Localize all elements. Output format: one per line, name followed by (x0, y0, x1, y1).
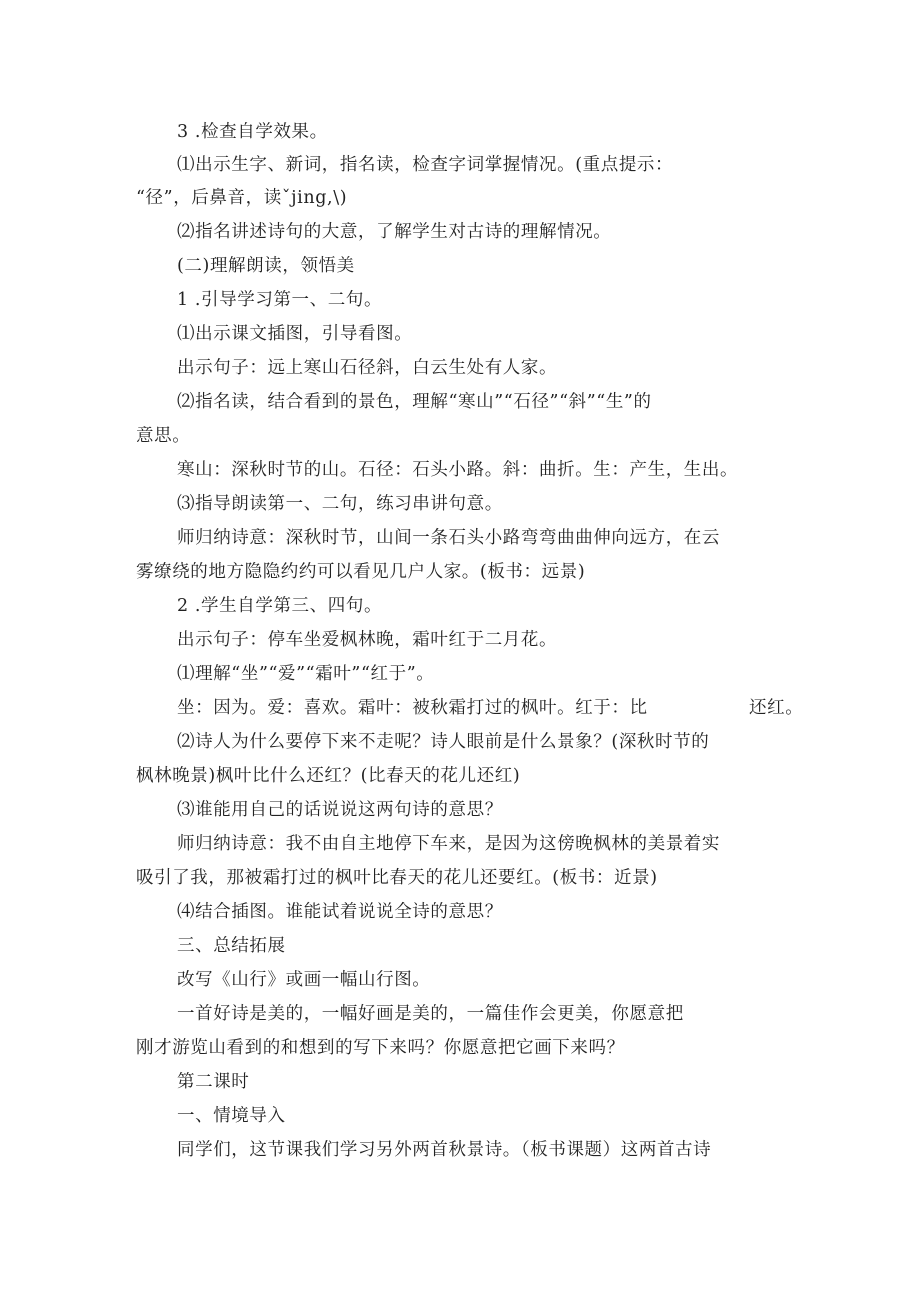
rewrite-task: 改写《山行》或画一幅山行图。 (177, 970, 431, 990)
item-1-understand-words: ⑴理解“坐”“爱”“霜叶”“红于”。 (177, 664, 435, 684)
introduction-paragraph: 同学们，这节课我们学习另外两首秋景诗。（板书课题）这两首古诗 (177, 1140, 712, 1160)
section-three-heading: 三、总结拓展 (177, 936, 286, 956)
scene-introduction-heading: 一、情境导入 (177, 1106, 286, 1126)
item-3-own-words: ⑶谁能用自己的话说说这两句诗的意思？ (177, 800, 503, 820)
step-2-self-study-lines-3-4: 2 .学生自学第三、四句。 (177, 596, 383, 616)
teacher-summary-1-cont: 雾缭绕的地方隐隐约约可以看见几户人家。(板书：远景) (136, 562, 586, 582)
teacher-summary-2: 师归纳诗意：我不由自主地停下车来，是因为这傍晚枫林的美景着实 (177, 834, 720, 854)
closing-paragraph: 一首好诗是美的，一幅好画是美的，一篇佳作会更美，你愿意把 (177, 1004, 684, 1024)
item-3-guide-reading: ⑶指导朗读第一、二句，练习串讲句意。 (177, 494, 503, 514)
section-two-heading: (二)理解朗读，领悟美 (177, 256, 355, 276)
word-definitions-2: 坐：因为。爱：喜欢。霜叶：被秋霜打过的枫叶。红于：比 (177, 698, 648, 718)
second-lesson-heading: 第二课时 (177, 1072, 250, 1092)
item-2-read-understand-cont: 意思。 (136, 426, 191, 446)
teacher-summary-2-cont: 吸引了我，那被霜打过的枫叶比春天的花儿还要红。(板书：近景) (136, 868, 658, 888)
show-sentence-2: 出示句子：停车坐爱枫林晚，霜叶红于二月花。 (177, 630, 558, 650)
item-1-show-new-words: ⑴出示生字、新词，指名读，检查字词掌握情况。(重点提示： (177, 155, 674, 175)
step-3-check-self-study: 3 .检查自学效果。 (177, 122, 328, 142)
teacher-summary-1: 师归纳诗意：深秋时节，山间一条石头小路弯弯曲曲伸向远方，在云 (177, 528, 720, 548)
item-1-pronunciation-note: “径”，后鼻音，读ˇjing,\) (136, 188, 348, 208)
item-2-why-stop-cont: 枫林晚景)枫叶比什么还红？(比春天的花儿还红) (136, 766, 521, 786)
closing-paragraph-cont: 刚才游览山看到的和想到的写下来吗？你愿意把它画下来吗？ (136, 1038, 625, 1058)
word-definitions-2-tail: 还红。 (749, 698, 804, 718)
item-2-read-understand: ⑵指名读，结合看到的景色，理解“寒山”“石径”“斜”“生”的 (177, 392, 652, 412)
item-4-whole-poem: ⑷结合插图。谁能试着说说全诗的意思？ (177, 902, 503, 922)
item-1-show-illustration: ⑴出示课文插图，引导看图。 (177, 324, 413, 344)
item-2-why-stop: ⑵诗人为什么要停下来不走呢？诗人眼前是什么景象？(深秋时节的 (177, 732, 710, 752)
word-definitions-1: 寒山：深秋时节的山。石径：石头小路。斜：曲折。生：产生，生出。 (177, 460, 739, 480)
step-1-guide-lines-1-2: 1 .引导学习第一、二句。 (177, 290, 383, 310)
item-2-explain-meaning: ⑵指名讲述诗句的大意，了解学生对古诗的理解情况。 (177, 222, 612, 242)
show-sentence-1: 出示句子：远上寒山石径斜，白云生处有人家。 (177, 358, 558, 378)
